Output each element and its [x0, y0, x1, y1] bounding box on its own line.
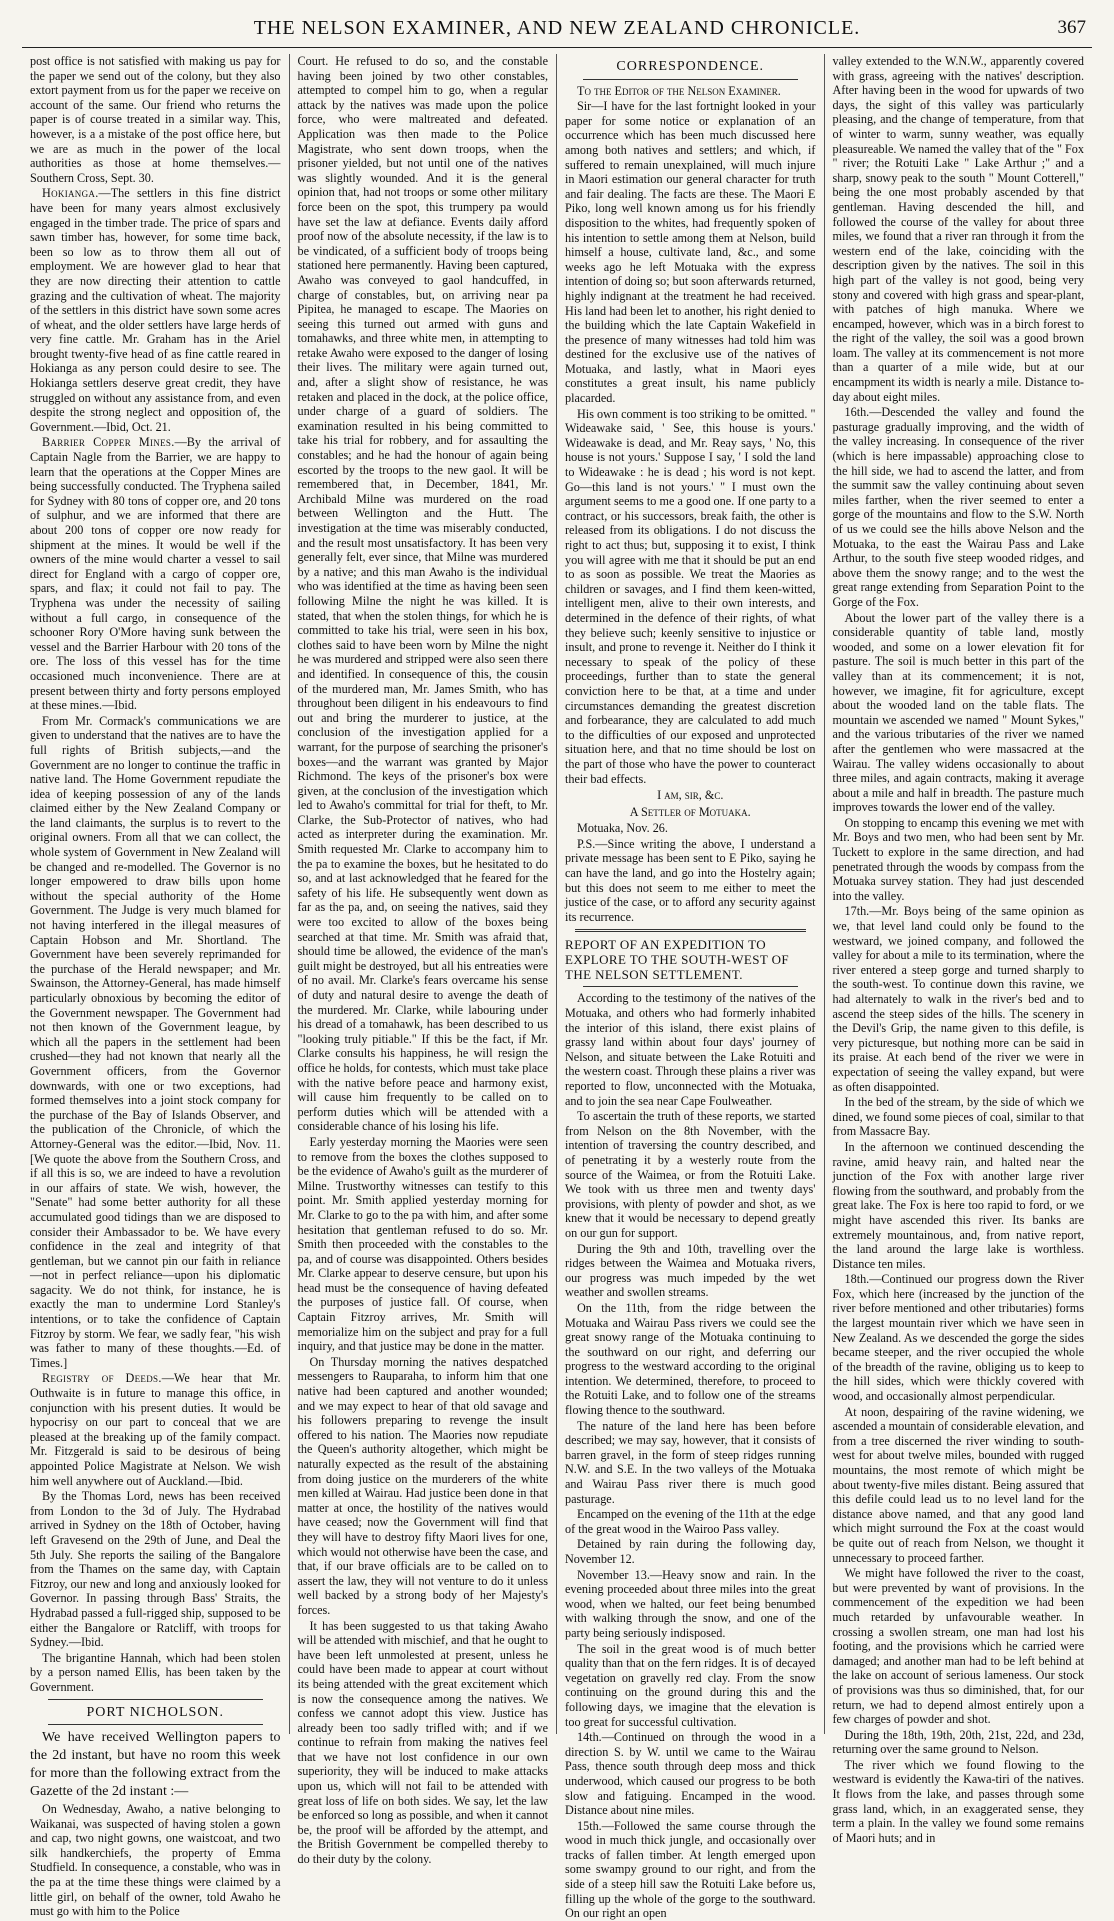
divider	[48, 1724, 263, 1725]
letter-signature: A Settler of Motuaka.	[629, 804, 751, 819]
item-body: —By the arrival of Captain Nagle from the Barrier, we are happy to learn that the operations at the Copper Mines are being successfully conducted. The Tryphena sailed for Sydney with 80 tons of copper ore, and 20 tons of sulphur, and we are informed that there are about 200 tons of copper ore now ready for shipment at the mines. It would be well if the owners of the mine would charter a vessel to sail direct for England with a cargo of copper ore, spars, and flax; it could not fail to pay. The Tryphena was under the necessity of sailing without a full cargo, in consequence of the schooner Rory O'More having sunk between the vessel and the Barrier Harbour with 20 tons of the ore. The loss of this vessel has for the time occasioned much inconvenience. There are at present between thirty and forty persons employed at these mines.—Ibid.	[30, 435, 281, 713]
paragraph: Court. He refused to do so, and the constable having been joined by two other constables, attempted to compel him to go, when a regular attack by the natives was made upon the police force, who were maltreated and defeated. Application was then made to the Police Magistrate, who sent down troops, when the prisoner yielded, but not until one of the natives was slightly wounded. And it is the general opinion that, had not troops or some other military force been on the spot, this trumpery pa would have set the law at defiance. Events daily afford proof now of the absolute necessity, if the law is to be vindicated, of a sufficient body of troops being stationed here permanently. Having been captured, Awaho was conveyed to gaol handcuffed, in charge of constables, but, on arriving near pa Pipitea, he managed to escape. The Maories on seeing this turned out armed with guns and tomahawks, and three white men, in attempting to retake Awaho were exposed to the danger of losing their lives. The military were again turned out, and, after a slight show of resistance, he was retaken and placed in the dock, at the police office, under charge of a guard of soldiers. The examination resulted in his being committed to take his trial for robbery, and for assaulting the constables; and he had the honour of again being escorted by the troops to the new gaol. It will be remembered that, in December, 1841, Mr. Archibald Milne was murdered on the road between Wellington and the Hutt. The investigation at the time was miserably conducted, and the result most unsatisfactory. It has been very generally felt, ever since, that Milne was murdered by a native; and this man Awaho is the individual who was identified at the time as having been seen following Milne the night he was killed. It is stated, that when the stolen things, for which he is committed to take his trial, were seen in his box, clothes said to have been worn by Milne the night he was murdered and stripped were also seen there and identified. In consequence of this, the cousin of the murdered man, Mr. James Smith, who has throughout been diligent in his endeavours to find out and bring the murderer to justice, at the conclusion of the investigation applied for a warrant, for the purpose of searching the prisoner's boxes—and the warrant was granted by Major Richmond. The keys of the prisoner's box were given, at the conclusion of the investigation which led to Awaho's committal for trial for theft, to Mr. Clarke, the Sub-Protector of natives, who had acted as interpreter during the examination. Mr. Smith requested Mr. Clarke to accompany him to the pa to examine the boxes, but he hesitated to do so, and at last acknowledged that he feared for the safety of his life. He subsequently went down as far as the pa, and, on seeing the natives, said they were too excited to allow of the boxes being searched at that time. Mr. Smith was afraid that, should time be allowed, the evidence of the man's guilt might be destroyed, but all his entreaties were of no avail. Mr. Clarke's fears overcame his sense of duty and natural desire to avenge the death of the murdered. Mr. Clarke, while labouring under his dread of a tomahawk, has been described to us "looking truly pitiable." If this be the fact, if Mr. Clarke consults his happiness, he will resign the office he holds, for contests, which must take place with the native before peace and harmony exist, will cause him frequently to be called on to perform duties which will be attended with a considerable chance of his losing his life.	[297, 54, 548, 1134]
item-body: —We hear that Mr. Outhwaite is in future to manage this office, in conjunction with his present duties. It would be hypocrisy on our part to conceal that we are pleased at the breaking up of the family compact. Mr. Fitzgerald is said to be desirous of being appointed Police Magistrate at Nelson. We wish him well anywhere out of Auckland.—Ibid.	[30, 1371, 281, 1488]
letter-closing: I am, sir, &c.	[657, 788, 724, 803]
paragraph-barrier-copper-mines	[30, 435, 281, 712]
item-body: —The settlers in this fine district have been for many years almost exclusively engaged in the timber trade. The price of spars and sawn timber has, however, for some time back, been so low as to throw them all out of employment. We are however glad to hear that they are now directing their attention to cattle grazing and the cultivation of wheat. The majority of the settlers in this district have sown some acres of wheat, and the older settlers have large herds of very fine cattle. Mr. Graham has in the Ariel brought twenty-five head of as fine cattle reared in Hokianga as any person could desire to see. The Hokianga settlers deserve great credit, they have struggled on without any assistance from, and even despite the strong neglect and opposition of, the Government.—Ibid, Oct. 21.	[30, 186, 281, 434]
paragraph: About the lower part of the valley there is a considerable quantity of table land, mostly wooded, and some on a lower elevation fit for pasture. The soil is much better in this part of the valley than at its commencement; it is not, however, we imagine, fit for agriculture, except about the wooded land on the table flats. The mountain we ascended we named " Mount Sykes," and the various tributaries of the river we named after the gentlemen who were massacred at the Wairau. The valley widens occasionally to about three miles, and again contracts, making it average about a mile and half in breadth. The pasture much improves towards the lower end of the valley.	[832, 610, 1084, 815]
paragraph: On Thursday morning the natives despatched messengers to Rauparaha, to inform him that one native had been captured and another wounded; and we may expect to hear of that old savage and his followers preparing to revenge the insult offered to his nation. The Maories now repudiate the Queen's authority altogether, which might be naturally expected as the result of the abstaining from doing justice on the murderers of the white men killed at Wairau. Had justice been done in that matter at once, the hostility of the natives would have ceased; now the Government will find that they will have to destroy fifty Maori lives for one, which would not otherwise have been the case, and that, if our brave officials are to be called on to assert the law, they will not venture to do it unless well backed by a strong body of her Majesty's forces.	[297, 1354, 548, 1617]
divider	[583, 79, 798, 80]
paragraph: On the 11th, from the ridge between the Motuaka and Wairau Pass rivers we could see the great snowy range of the Motuaka continuing to the southward on our right, and deferring our progress to the westward according to the original intention. We determined, therefore, to proceed to the Rotuiti Lake, and to follow one of the streams flowing thence to the southward.	[565, 1300, 816, 1418]
paragraph: Early yesterday morning the Maories were seen to remove from the boxes the clothes supposed to be the evidence of Awaho's guilt as the murderer of Milne. Trustworthy witnesses can testify to this point. Mr. Smith applied yesterday morning for Mr. Clarke to go to the pa with him, and after some hesitation that gentleman refused to do so. Mr. Smith then proceeded with the constables to the pa, and of course was disappointed. Others besides Mr. Clarke appear to deserve censure, but upon his head must be the consequence of having defeated the purposes of justice fall. Of course, when Captain Fitzroy arrives, Mr. Smith will memorialize him on the subject and pray for a full inquiry, and that justice may be done in the matter.	[297, 1134, 548, 1354]
paragraph: We have received Wellington papers to the 2d instant, but have no room this week for more than the following extract from the Gazette of the 2d instant :—	[30, 1730, 281, 1800]
item-lead: Registry of Deeds.	[42, 1371, 162, 1386]
paragraph: In the bed of the stream, by the side of which we dined, we found some pieces of coal, similar to that from Massacre Bay.	[832, 1095, 1084, 1139]
paragraph: 17th.—Mr. Boys being of the same opinion as we, that level land could only be found to the westward, we joined company, and followed the valley for about a mile to its termination, where the river entered a steep gorge and turned sharply to the south-west. To continue down this ravine, we had alternately to walk in the river's bed and to ascend the steep sides of the hills. The scenery in the Devil's Grip, the name given to this defile, is very picturesque, but nothing more can be said in its praise. At each bend of the river we were in expectation of seeing the valley expand, but were as often disappointed.	[832, 904, 1084, 1094]
item-lead: Hokianga.	[42, 186, 99, 201]
paragraph: Sir—I have for the last fortnight looked in your paper for some notice or explanation of an occurrence which has been much discussed here among both natives and settlers; and which, if suffered to remain unexplained, will much injure in Maori estimation our general character for truth and fair dealing. The facts are these. The Maori E Piko, long well known among us for his friendly disposition to the whites, had frequently spoken of his intention to settle among them at Nelson, build himself a house, cultivate land, &c., and some weeks ago he left Motuaka with the express intention of doing so; but soon afterwards returned, highly indignant at the treatment he had received. His land had been let to another, his right denied to the building which the late Captain Wakefield in the presence of many witnesses had told him was destined for the exclusive use of the natives of Motuaka, and lastly, what in Maori eyes constitutes a great insult, his name publicly placarded.	[565, 99, 816, 406]
divider	[575, 929, 806, 932]
paragraph: During the 18th, 19th, 20th, 21st, 22d, and 23d, returning over the same ground to Nelson.	[832, 1727, 1084, 1757]
paragraph: It has been suggested to us that taking Awaho will be attended with mischief, and that he ought to have been left unmolested at present, unless he could have been made to appear at court without its being attended with the great excitement which is now the consequence among the natives. We confess we cannot adopt this view. Justice has already been too sadly trifled with; and if we continue to refrain from making the natives feel that we have not lost confidence in our own superiority, they will be induced to make attacks upon us, which will not fail to be attended with great loss of life on both sides. We say, let the law be enforced so long as possible, and when it cannot be, the proof will be afforded by the attempt, and the British Government be compelled thereby to do their duty by the colony.	[297, 1618, 548, 1867]
column-1	[22, 54, 290, 1919]
paragraph: At noon, despairing of the ravine widening, we ascended a mountain of considerable elevation, and from a tree discerned the river winding to south-west for about twelve miles, bounded with rugged mountains, the most remote of which might be about twenty-five miles distant. Being assured that this defile could lead us to no level land for the distance above named, and that any good land which might surround the Fox at the coast would be quite out of reach from Nelson, we thought it unnecessary to proceed farther.	[832, 1404, 1084, 1565]
paragraph: By the Thomas Lord, news has been received from London to the 3d of July. The Hydrabad arrived in Sydney on the 18th of October, having left Gravesend on the 29th of June, and Deal the 5th July. She reports the sailing of the Bangalore from the Thames on the same day, with Captain Fitzroy, our new and long and anxiously looked for Governor. In passing through Bass' Straits, the Hydrabad passed a full-rigged ship, supposed to be either the Bangalore or Ratcliff, with troops for Sydney.—Ibid.	[30, 1489, 281, 1650]
paragraph: 15th.—Followed the same course through the wood in much thick jungle, and occasionally over tracks of fallen timber. At length emerged upon some swampy ground to our right, and from the side of a steep hill saw the Rotuiti Lake before us, filling up the whole of the gorge to the southward. On our right an open	[565, 1818, 816, 1921]
paragraph: The brigantine Hannah, which had been stolen by a person named Ellis, has been taken by the Government.	[30, 1650, 281, 1694]
paragraph: The nature of the land here has been before described; we may say, however, that it consists of barren gravel, in the form of steep ridges running N.W. and S.E. In the two valleys of the Motuaka and Wairau Pass river there is much good pasturage.	[565, 1418, 816, 1506]
divider	[48, 1699, 263, 1700]
paragraph: The soil in the great wood is of much better quality than that on the fern ridges. It is of decayed vegetation on gravelly red clay. From the snow continuing on the ground during this and the following days, we imagine that the elevation is too great for successful cultivation.	[565, 1641, 816, 1729]
paragraph: 14th.—Continued on through the wood in a direction S. by W. until we came to the Wairau Pass, thence south through deep moss and thick underwood, which caused our progress to be both slow and fatiguing. Encamped in the wood. Distance about nine miles.	[565, 1730, 816, 1818]
paragraph: From Mr. Cormack's communications we are given to understand that the natives are to have the full rights of British subjects,—and the Government are no longer to continue the traffic in native land. The Home Government repudiate the idea of keeping possession of any of the lands claimed either by the New Zealand Company or the land claimants, the surplus is to revert to the original owners. From all that we can collect, the whole system of Government in New Zealand will be changed and re-modelled. The Governor is no longer empowered to draw bills upon home without the special authority of the Home Government. The Judge is very much blamed for not having interfered in the illegal measures of Captain Hobson and Mr. Shortland. The Government have been severely reprimanded for the purchase of the Herald newspaper; and Mr. Swainson, the Attorney-General, has made himself particularly obnoxious by becoming the editor of the Government newspaper. The Government had not then known of the Government league, by which all the papers in the settlement had been crushed—they had not known that nearly all the Government officers, from the Governor downwards, with one or two exceptions, had formed themselves into a joint stock company for the purchase of the Bay of Islands Observer, and the publication of the Chronicle, of which the Attorney-General was the editor.—Ibid, Nov. 11. [We quote the above from the Southern Cross, and if all this is so, we are indeed to have a revolution in our affairs of state. We wish, however, the "Senate" had some better authority for all these accumulated good tidings than we are disposed to consider their Ambassador to be. We have every confidence in the zeal and integrity of that gentleman, but we cannot pin our faith in reliance—not in perfect reliance—upon his diplomatic sagacity. We do not think, for instance, he is exactly the man to undermine Lord Stanley's intentions, or to take the confidence of Captain Fitzroy by storm. We fear, we sadly fear, "his wish was father to many of these thoughts.—Ed. of Times.]	[30, 713, 281, 1370]
paragraph: 16th.—Descended the valley and found the pasturage gradually improving, and the width of the valley increasing. In consequence of the river (which is here impassable) approaching close to the hill side, we had to ascend the latter, and from the summit saw the valley continuing about seven miles farther, when the river seemed to enter a gorge of the mountains and flow to the S.W. North of us we could see the hills above Nelson and the Motuaka, to the east the Wairau Pass and Lake Arthur, to the south five steep wooded ridges, and above them the snowy range; and to the west the great range extending from Separation Point to the Gorge of the Fox.	[832, 405, 1084, 609]
paragraph: On Wednesday, Awaho, a native belonging to Waikanai, was suspected of having stolen a gown and cap, two night gowns, one waistcoat, and two silk handkerchiefs, the property of Emma Studfield. In consequence, a constable, who was in the pa at the time these things were claimed by a little girl, on behalf of the owner, told Awaho he must go with him to the Police	[30, 1802, 281, 1919]
paragraph: On stopping to encamp this evening we met with Mr. Boys and two men, who had been sent by Mr. Tuckett to explore in the same direction, and had penetrated through the woods by compass from the Motuaka survey station. They had just descended into the valley.	[832, 815, 1084, 903]
divider	[583, 986, 798, 987]
letter-place-date: Motuaka, Nov. 26.	[577, 821, 668, 836]
postscript: P.S.—Since writing the above, I understand a private message has been sent to E Piko, saying he can have the land, and go into the Hostelry again; but this does not seem to me either to meet the justice of the case, or to afford any security against its recurrence.	[565, 836, 816, 924]
column-2	[290, 54, 558, 1867]
paragraph: The river which we found flowing to the westward is evidently the Kawa-tiri of the natives. It flows from the lake, and passes through some grass land, which, in an exaggerated sense, they term a plain. In the valley we found some remains of Maori huts; and in	[832, 1757, 1084, 1845]
paragraph: Encamped on the evening of the 11th at the edge of the great wood in the Wairoo Pass valley.	[565, 1507, 816, 1536]
section-title-port-nicholson: PORT NICHOLSON.	[86, 1704, 225, 1720]
letter-addressee: To the Editor of the Nelson Examiner.	[577, 83, 781, 98]
report-title: REPORT OF AN EXPEDITION TO EXPLORE TO THE SOUTH-WEST OF THE NELSON SETTLEMENT.	[565, 937, 790, 983]
paragraph: To ascertain the truth of these reports, we started from Nelson on the 8th November, with the intention of traversing the country described, and of penetrating it by a westerly route from the source of the Waimea, or from the Rotuiti Lake. We took with us three men and twenty days' provisions, with plenty of powder and shot, as we knew that it would be necessary to depend greatly on our gun for support.	[565, 1109, 816, 1240]
paragraph: November 13.—Heavy snow and rain. In the evening proceeded about three miles into the great wood, when we halted, our feet being benumbed with walking through the snow, and one of the party being seriously indisposed.	[565, 1567, 816, 1640]
paragraph: According to the testimony of the natives of the Motuaka, and others who had formerly inhabited the interior of this island, there exist plains of grassy land within about four days' journey of Nelson, and situate between the Lake Rotuiti and the western coast. Through these plains a river was reported to flow, unconnected with the Motuaka, and to join the sea near Cape Foulweather.	[565, 991, 816, 1108]
paragraph-registry-of-deeds	[30, 1371, 281, 1488]
column-3	[557, 54, 825, 1921]
item-lead: Barrier Copper Mines.	[42, 435, 175, 450]
paragraph: Detained by rain during the following day, November 12.	[565, 1537, 816, 1566]
paragraph: 18th.—Continued our progress down the River Fox, which here (increased by the junction of the river before mentioned and other tributaries) forms the largest mountain river which we have seen in New Zealand. As we descended the gorge the sides became steeper, and the river occupied the whole of the breadth of the ravine, obliging us to keep to the hill sides, which were thickly covered with wood, and occasionally almost perpendicular.	[832, 1272, 1084, 1404]
masthead	[22, 12, 1092, 48]
paragraph: His own comment is too striking to be omitted. " Wideawake said, ' See, this house is yours.' Wideawake is dead, and Mr. Reay says, ' No, this house is not yours.' Suppose I say, ' I sold the land to Wideawake : he is dead ; his word is not kept. Go—this land is not yours.' " I must own the argument seems to me a good one. If one party to a contract, or his successors, break faith, the other is released from its obligations. I do not discuss the right to act thus; but, supposing it to exist, I think you will agree with me that it should be put an end to as soon as possible. We treat the Maories as children or savages, and I find them keen-witted, intelligent men, alive to their own interests, and determined in the defence of their rights, of what they believe such; keenly sensitive to injustice or insult, and prone to revenge it. Neither do I think it necessary to speak of the policy of these proceedings, further than to state the general conviction here to be that, at a time and under circumstances demanding the greatest discretion and forbearance, they are calculated to add much to the difficulties of our exposed and unprotected situation here, and that no time should be lost on the part of those who have the power to counteract their bad effects.	[565, 406, 816, 786]
paragraph: valley extended to the W.N.W., apparently covered with grass, agreeing with the natives' description. After having been in the wood for upwards of two days, the sight of this valley was particularly pleasing, and the change of temperature, from that of winter to warm, sunny weather, was equally pleasureable. We named the valley that of the " Fox " river; the Rotuiti Lake " Lake Arthur ;" and a sharp, snowy peak to the south " Mount Cotterell," being the one most probably ascended by that gentleman. Having descended the hill, and followed the course of the valley for about three miles, we found that a river ran through it from the western end of the lake, coinciding with the description given by the natives. The soil in this high part of the valley is not good, being very stony and covered with high grass and spear-plant, with patches of high manuka. Where we encamped, however, which was in a birch forest to the right of the valley, the soil was a good brown loam. The valley at its commencement is not more than a quarter of a mile wide, but at our encampment its width is nearly a mile. Distance to-day about eight miles.	[832, 54, 1084, 404]
paragraph: post office is not satisfied with making us pay for the paper we send out of the colony, but they also extort payment from us for the paper we receive on account of the same. Our friend who returns the paper is of course treated in a similar way. This, however, is a a mistake of the post office here, but we are as much in the power of the local authorities as those at home themselves.—Southern Cross, Sept. 30.	[30, 54, 281, 185]
section-title-correspondence: CORRESPONDENCE.	[616, 59, 765, 74]
page-number: 367	[1057, 17, 1086, 38]
paragraph: During the 9th and 10th, travelling over the ridges between the Waimea and Motuaka rivers, our progress was much impeded by the wet weather and swollen streams.	[565, 1241, 816, 1300]
columns	[22, 54, 1092, 1921]
paragraph: We might have followed the river to the coast, but were prevented by want of provisions. In the commencement of the expedition we had been much retarded by unfavourable weather. In crossing a swollen stream, one man had lost his footing, and the provisions which he carried were damaged; and another man had to be left behind at the lake on account of serious lameness. Our stock of provisions was thus so diminished, that, for our return, we had to depend almost entirely upon a few charges of powder and shot.	[832, 1566, 1084, 1727]
newspaper-title: THE NELSON EXAMINER, AND NEW ZEALAND CHRONICLE.	[253, 17, 861, 39]
column-4	[825, 54, 1093, 1845]
paragraph: In the afternoon we continued descending the ravine, amid heavy rain, and halted near the junction of the Fox with another large river flowing from the southward, and probably from the great lake. The Fox is here too rapid to ford, or we might have ascended this river. Its banks are extremely mountainous, and, from native report, the land around the large lake is worthless. Distance ten miles.	[832, 1139, 1084, 1271]
paragraph-hokianga	[30, 186, 281, 434]
